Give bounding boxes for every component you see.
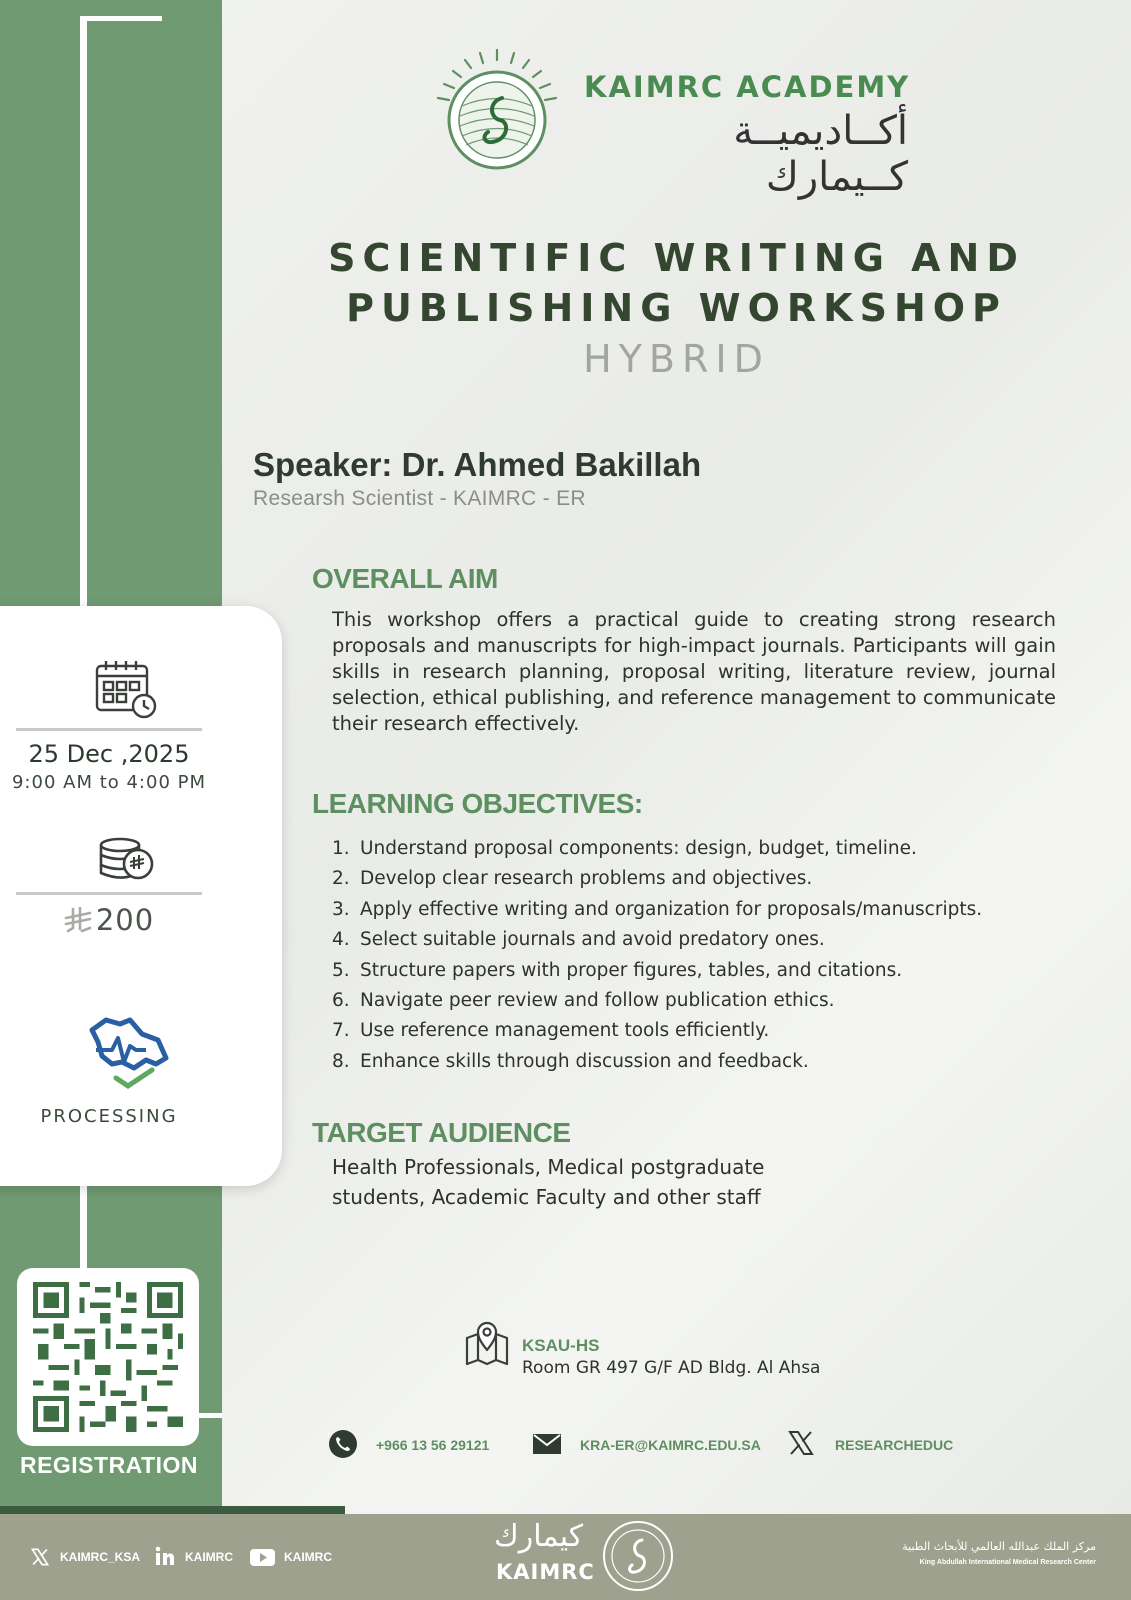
objective-item xyxy=(332,895,1092,925)
registration-label[interactable]: REGISTRATION xyxy=(19,1452,199,1478)
event-price xyxy=(0,903,238,937)
objective-item xyxy=(332,1047,1092,1077)
objective-text: Apply effective writing and organization for proposals/manuscripts. xyxy=(360,898,983,920)
email-address[interactable]: KRA-ER@KAIMRC.EDU.SA xyxy=(580,1437,761,1453)
objective-text: Navigate peer review and follow publication ethics. xyxy=(360,989,835,1011)
target-audience-heading: TARGET AUDIENCE xyxy=(312,1117,571,1148)
email-icon xyxy=(533,1434,561,1454)
objective-number: 3. xyxy=(332,898,350,920)
event-time: 9:00 AM to 4:00 PM xyxy=(11,772,207,793)
decorative-line xyxy=(80,16,162,21)
objective-item xyxy=(332,1016,1092,1046)
social-youtube-handle[interactable]: KAIMRC xyxy=(284,1550,332,1564)
qr-code-icon xyxy=(31,1282,185,1432)
location-address: Room GR 497 G/F AD Bldg. Al Ahsa xyxy=(522,1358,821,1378)
event-price-value: 200 xyxy=(95,903,155,937)
objective-number: 6. xyxy=(332,989,350,1011)
youtube-icon xyxy=(250,1549,275,1566)
footer-center-name-ar: مركز الملك عبدالله العالمي للأبحاث الطبية xyxy=(902,1540,1096,1553)
speaker-name: Speaker: Dr. Ahmed Bakillah xyxy=(253,446,702,483)
objective-number: 8. xyxy=(332,1050,350,1072)
objective-text: Enhance skills through discussion and feedback. xyxy=(360,1050,809,1072)
workshop-title-line1: SCIENTIFIC WRITING AND xyxy=(328,236,1025,280)
objective-text: Develop clear research problems and objectives. xyxy=(360,868,813,890)
brand-name-ar: أكــاديميــة كــيمارك xyxy=(733,108,908,200)
registration-qr-code[interactable] xyxy=(17,1268,199,1446)
workshop-mode: HYBRID xyxy=(583,337,770,381)
objective-item xyxy=(332,956,1092,986)
decorative-strip xyxy=(0,1506,345,1514)
workshop-title-line2: PUBLISHING WORKSHOP xyxy=(346,286,1007,330)
overall-aim-heading: OVERALL AIM xyxy=(312,563,498,594)
objective-item xyxy=(332,834,1092,864)
footer-center-name-en: King Abdullah International Medical Research Center xyxy=(919,1559,1096,1566)
footer-logo-en: KAIMRC xyxy=(496,1560,595,1584)
map-pin-icon xyxy=(464,1320,510,1366)
objective-item xyxy=(332,986,1092,1016)
phone-icon xyxy=(329,1430,357,1458)
linkedin-icon xyxy=(155,1546,175,1566)
card-divider xyxy=(16,892,202,895)
learning-objectives-list xyxy=(332,834,1092,1077)
target-audience-line: Health Professionals, Medical postgraduate xyxy=(332,1155,765,1179)
objective-number: 4. xyxy=(332,929,350,951)
objective-number: 2. xyxy=(332,868,350,890)
saudi-riyal-icon xyxy=(64,907,92,933)
objective-number: 7. xyxy=(332,1020,350,1042)
social-linkedin-handle[interactable]: KAIMRC xyxy=(185,1550,233,1564)
objective-text: Structure papers with proper figures, tables, and citations. xyxy=(360,959,903,981)
x-icon xyxy=(31,1548,49,1566)
objective-text: Select suitable journals and avoid predatory ones. xyxy=(360,929,825,951)
kaimrc-emblem-icon xyxy=(602,1520,674,1592)
phone-number[interactable]: +966 13 56 29121 xyxy=(376,1437,490,1453)
registration-status: PROCESSING xyxy=(40,1106,178,1127)
objective-number: 1. xyxy=(332,838,350,859)
objective-item xyxy=(332,925,1092,955)
target-audience-text xyxy=(332,1152,792,1212)
objective-item xyxy=(332,864,1092,894)
calendar-clock-icon xyxy=(94,658,160,720)
x-handle[interactable]: RESEARCHEDUC xyxy=(835,1437,954,1453)
brand-name-en: KAIMRC ACADEMY xyxy=(584,70,911,104)
objective-text: Use reference management tools efficiently. xyxy=(360,1020,770,1042)
social-x-handle[interactable]: KAIMRC_KSA xyxy=(60,1550,141,1564)
event-info-card xyxy=(0,606,282,1186)
target-audience-line: students, Academic Faculty and other staff xyxy=(332,1185,761,1209)
kaimrc-emblem-icon xyxy=(432,46,562,176)
card-divider xyxy=(16,728,202,731)
event-date: 25 Dec ,2025 xyxy=(28,740,190,768)
x-icon xyxy=(788,1430,814,1456)
footer-logo-ar: كيمارك xyxy=(494,1519,584,1554)
objective-text: Understand proposal components: design, budget, timeline. xyxy=(360,838,917,859)
health-map-icon xyxy=(86,1016,172,1092)
location-name: KSAU-HS xyxy=(522,1336,600,1355)
learning-objectives-heading: LEARNING OBJECTIVES: xyxy=(312,788,643,819)
coins-icon xyxy=(98,836,156,884)
speaker-role: Researsh Scientist - KAIMRC - ER xyxy=(253,487,586,510)
objective-number: 5. xyxy=(332,959,350,981)
overall-aim-text: This workshop offers a practical guide to creating strong research proposals and manuscripts for high-impact journals. Participants will gain skills in research planning, proposal writing, literature review, journal selection, ethical publishing, and reference management to communicate their research effectively. xyxy=(332,608,1056,735)
